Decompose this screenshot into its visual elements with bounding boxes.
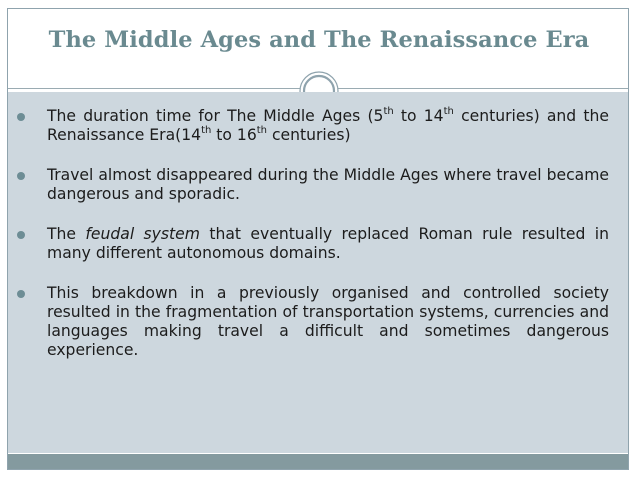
bullet-item-duration — [17, 107, 609, 145]
slide-title: The Middle Ages and The Renaissance Era — [48, 27, 590, 53]
footer-bar — [8, 454, 628, 469]
bullet-item-feudal — [17, 225, 609, 263]
bullet-text: The feudal system that eventually replaced Roman rule resulted in many different autonomous domains. — [47, 225, 609, 262]
bullet-dot-icon — [17, 113, 25, 121]
bullet-item-breakdown — [17, 284, 609, 360]
bullet-dot-icon — [17, 172, 25, 180]
bullet-list — [17, 107, 609, 381]
bullet-dot-icon — [17, 231, 25, 239]
content-panel — [8, 92, 628, 453]
bullet-text: This breakdown in a previously organised and controlled society resulted in the fragmentation of transportation systems, currencies and languages making travel a difficult and sometimes dangerous experience. — [47, 284, 609, 359]
bullet-text: The duration time for The Middle Ages (5th to 14th centuries) and the Renaissance Era(14th to 16th centuries) — [47, 105, 609, 144]
bullet-item-travel — [17, 166, 609, 204]
bullet-dot-icon — [17, 290, 25, 298]
bullet-text: Travel almost disappeared during the Middle Ages where travel became dangerous and sporadic. — [47, 166, 609, 203]
